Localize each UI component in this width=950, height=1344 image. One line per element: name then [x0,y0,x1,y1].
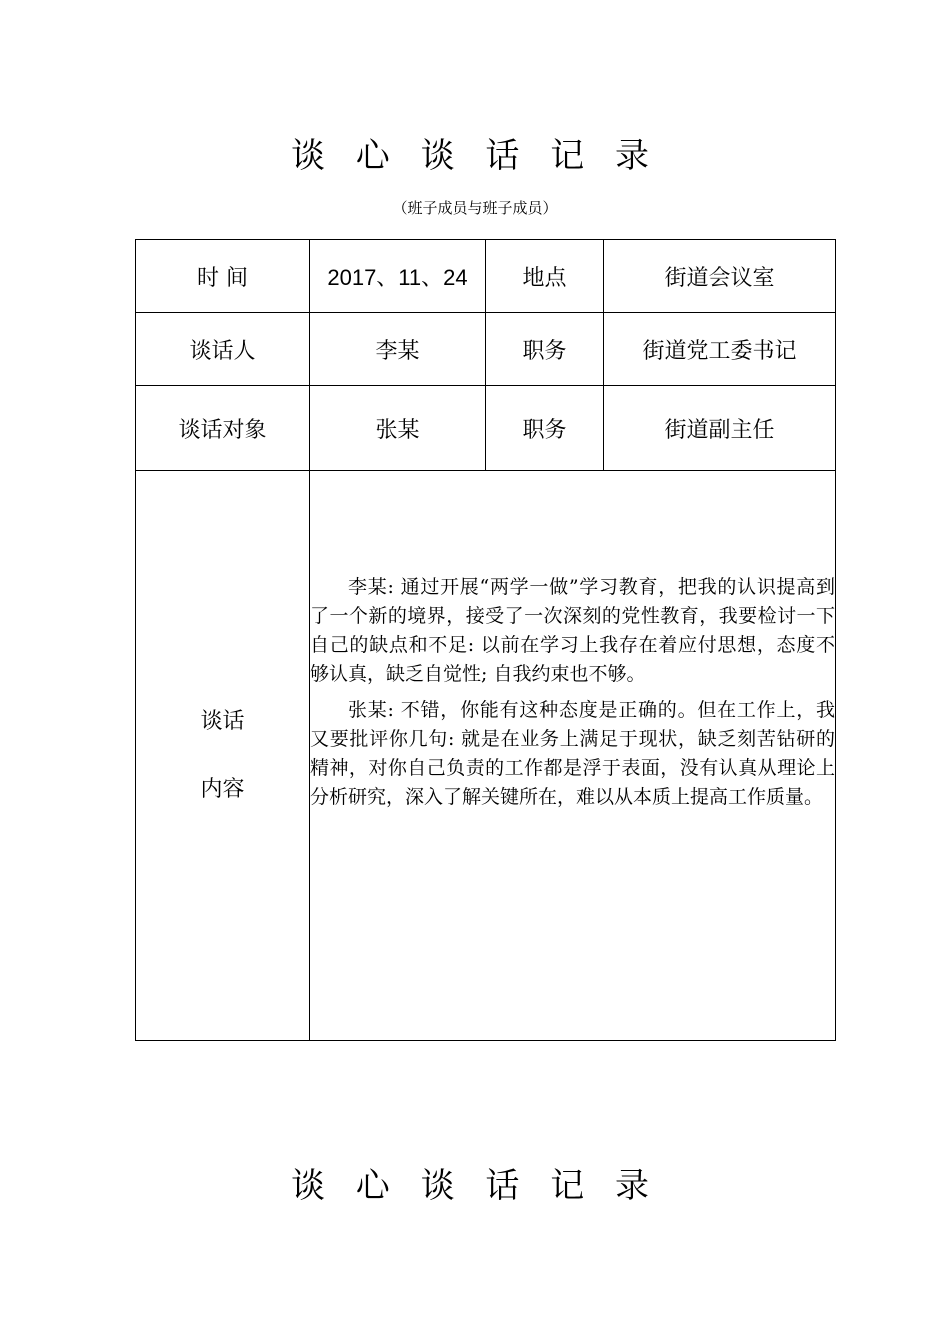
page-title: 谈 心 谈 话 记 录 [290,136,660,176]
speaker-position-label: 职务 [486,313,604,386]
target-value: 张某 [310,386,486,471]
target-position-value: 街道副主任 [604,386,836,471]
content-label-line2: 内容 [200,776,245,802]
time-value: 2017、11、24 [310,240,486,313]
place-value: 街道会议室 [604,240,836,313]
time-label: 时 间 [136,240,310,313]
content-paragraph-1: 李某: 通过开展“两学一做”学习教育，把我的认识提高到了一个新的境界，接受了一次深刻的党性教育，我要检讨一下自己的缺点和不足: 以前在学习上我存在着应付思想，态度不够认真，缺乏自觉性; 自我约束也不够。 [310,575,835,685]
target-label: 谈话对象 [136,386,310,471]
speaker-label: 谈话人 [136,313,310,386]
content-body [310,471,836,1041]
speaker-value: 李某 [310,313,486,386]
target-position-label: 职务 [486,386,604,471]
conversation-record-table [135,239,836,1041]
speaker-position-value: 街道党工委书记 [604,313,836,386]
page2-title: 谈 心 谈 话 记 录 [290,1166,660,1206]
content-label [136,471,310,1041]
page-subtitle: （班子成员与班子成员） [392,199,558,217]
table-row [136,386,836,471]
content-label-line1: 谈话 [200,708,245,734]
place-label: 地点 [486,240,604,313]
table-row [136,240,836,313]
content-paragraph-2: 张某: 不错，你能有这种态度是正确的。但在工作上，我又要批评你几句: 就是在业务上满足于现状，缺乏刻苦钻研的精神，对你自己负责的工作都是浮于表面，没有认真从理论上分析研究，深入了解关键所在，难以从本质上提高工作质量。 [310,698,835,808]
table-row [136,313,836,386]
table-row [136,471,836,1041]
